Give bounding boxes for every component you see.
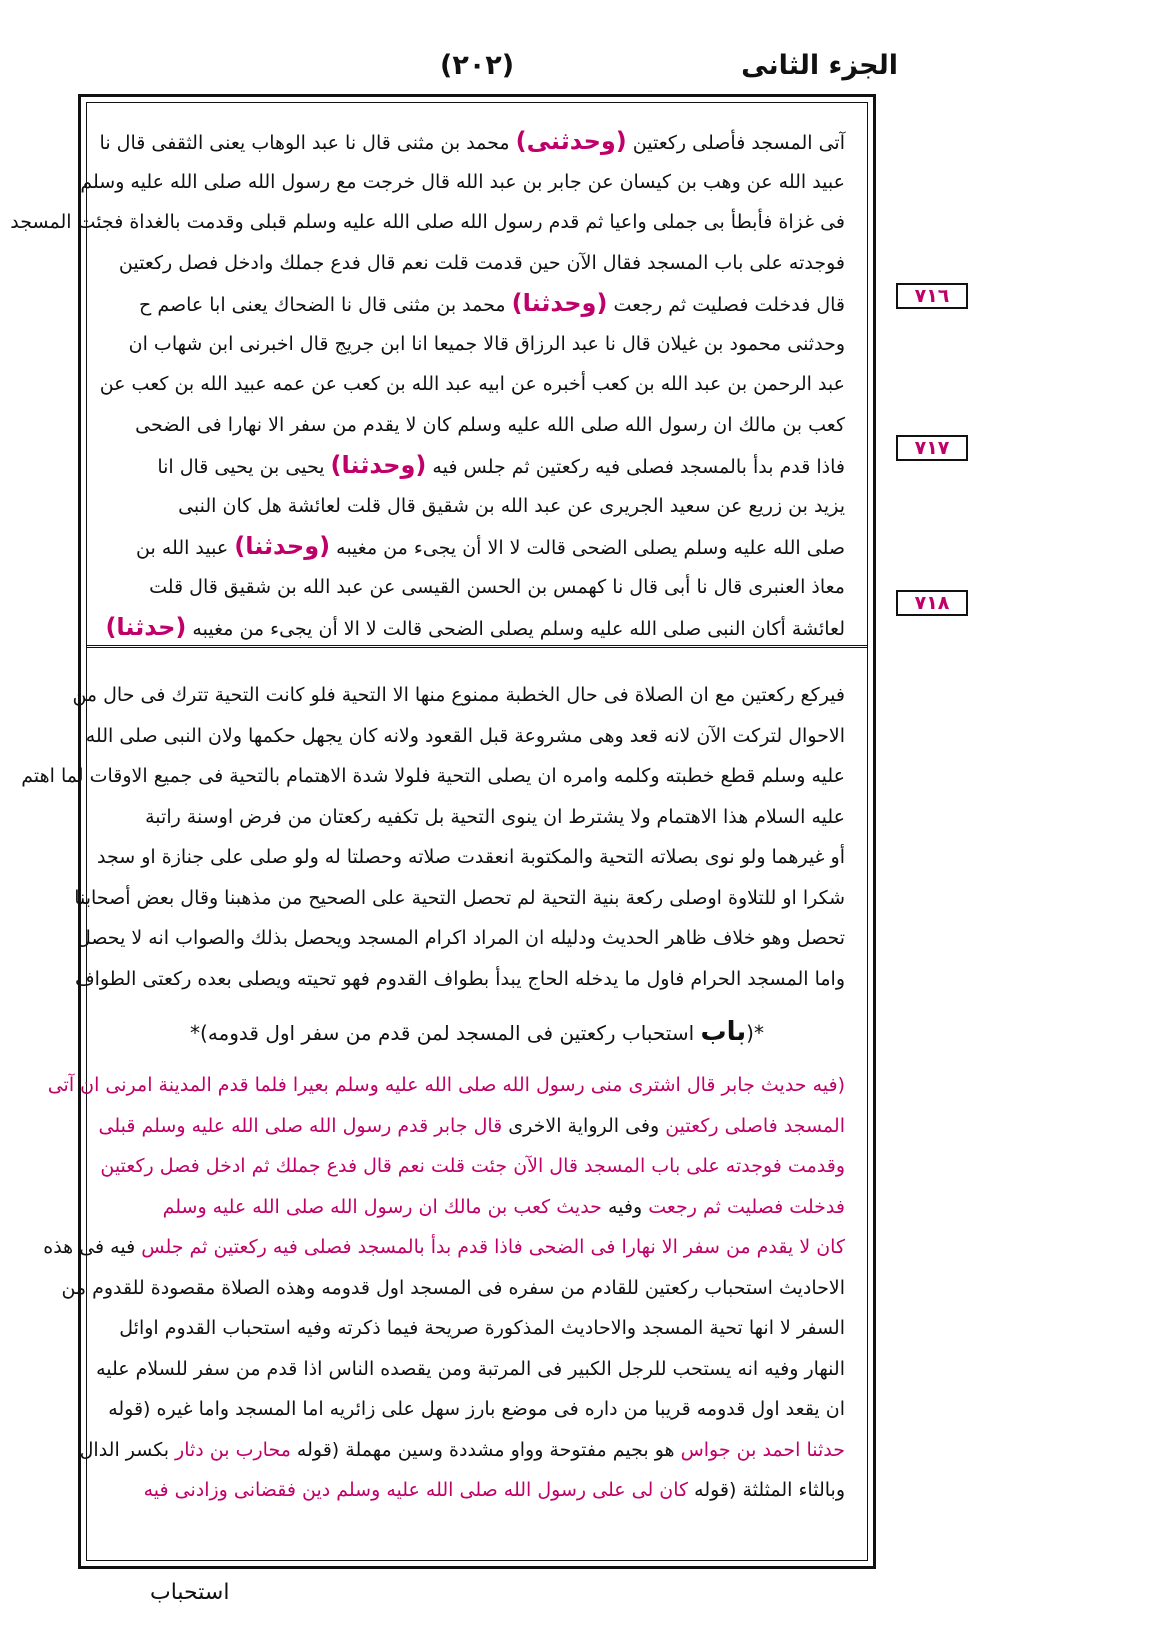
- commentary-text: بكسر الدال: [79, 1438, 176, 1461]
- hadith-number-badge: ٧١٦: [896, 283, 968, 309]
- commentary-line: [79, 1430, 845, 1471]
- matn-line: عبد الرحمن بن عبد الله بن كعب أخبره عن ابيه عبد الله بن كعب عن عمه عبيد الله بن كعب عن: [99, 373, 845, 395]
- matn-line: قال فدخلت فصليت ثم رجعت (وحدثنا) محمد بن مثنى قال نا الضحاك يعنى ابا عاصم ح: [139, 289, 845, 317]
- quoted-hadith-text: فدخلت فصليت ثم رجعت: [648, 1195, 845, 1218]
- quoted-hadith-text: كان لى على رسول الله صلى الله عليه وسلم دين فقضانى وزادنى فيه: [143, 1479, 689, 1501]
- quoted-hadith-text: وقدمت فوجدته على باب المسجد قال الآن جئت قلت نعم قال فدع جملك ثم ادخل فصل ركعتين: [100, 1155, 845, 1177]
- chapter-bab: باب: [700, 1017, 747, 1047]
- commentary-text: ان يقعد اول قدومه قريبا من داره فى موضع بارز سهل على زائريه اما المسجد واما غيره (قوله: [108, 1398, 845, 1420]
- quoted-hadith-text: كان لا يقدم من سفر الا نهارا فى الضحى فاذا قدم بدأ بالمسجد فصلى فيه ركعتين ثم جلس: [141, 1236, 845, 1258]
- narration-marker: (وحدثنى): [515, 127, 627, 155]
- sharh-line: عليه السلام هذا الاهتمام ولا يشترط ان ينوى التحية بل تكفيه ركعتان من فرض اوسنة راتبة: [145, 805, 845, 828]
- catchword: استحباب: [150, 1580, 230, 1605]
- matn-line: كعب بن مالك ان رسول الله صلى الله عليه وسلم كان لا يقدم من سفر الا نهارا فى الضحى: [135, 413, 845, 436]
- chapter-title: استحباب ركعتين فى المسجد لمن قدم من سفر اول قدومه)*: [190, 1021, 695, 1045]
- page-number: (٢٠٢): [440, 50, 515, 81]
- commentary-line: [98, 1106, 845, 1147]
- quoted-hadith-text: (فيه حديث جابر قال اشترى منى رسول الله صلى الله عليه وسلم بعيرا فلما قدم المدينة امرنى ان آتى: [47, 1074, 845, 1096]
- narration-marker: (حدثنا): [105, 613, 187, 641]
- page-frame: [10, 94, 876, 1569]
- sharh-line: أو غيرهما ولو نوى بصلاته التحية والمكتوبة انعقدت صلاته وحصلتا له ولو صلى على جنازة او سجد: [97, 846, 845, 868]
- commentary-line: [96, 1349, 845, 1390]
- volume-title: الجزء الثانى: [741, 50, 898, 81]
- commentary-text: فيه فى هذه: [43, 1236, 142, 1258]
- quoted-hadith-text: حديث كعب بن مالك ان رسول الله صلى الله عليه وسلم: [162, 1195, 602, 1218]
- commentary-line: [100, 1146, 845, 1187]
- sharh-line: شكرا او للتلاوة اوصلى ركعة بنية التحية لم تحصل التحية على الصحيح من مذهبنا وقال بعض أصحابنا: [74, 886, 845, 909]
- narration-marker: (وحدثنا): [234, 532, 331, 560]
- sharh-text: [21, 653, 867, 999]
- commentary-line: [43, 1227, 845, 1268]
- sharh-section: [21, 653, 867, 1560]
- matn-line: آتى المسجد فأصلى ركعتين (وحدثنى) محمد بن مثنى قال نا عبد الوهاب يعنى الثقفى قال نا: [99, 127, 845, 155]
- commentary-text: السفر لا انها تحية المسجد والاحاديث المذكورة صريحة فيما ذكرته وفيه استحباب القدوم اوائل: [119, 1317, 845, 1339]
- commentary-line: [109, 1308, 845, 1349]
- matn-line: صلى الله عليه وسلم يصلى الضحى قالت لا الا أن يجىء من مغيبه (وحدثنا) عبيد الله بن: [136, 532, 845, 560]
- sharh-commentary: [43, 1065, 867, 1511]
- sharh-line: واما المسجد الحرام فاول ما يدخله الحاج يبدأ بطواف القدوم فهو تحيته ويصلى بعده ركعتى الطواف: [74, 967, 845, 990]
- commentary-text: وفى الرواية الاخرى: [502, 1114, 666, 1137]
- matn-line: عبيد الله عن وهب بن كيسان عن جابر بن عبد الله قال خرجت مع رسول الله صلى الله عليه وسلم: [80, 170, 845, 193]
- matn-line: يزيد بن زريع عن سعيد الجريرى عن عبد الله بن شقيق قال قلت لعائشة هل كان النبى: [178, 494, 845, 517]
- matn-line: معاذ العنبرى قال نا أبى قال نا كهمس بن الحسن القيسى عن عبد الله بن شقيق قال قلت: [149, 575, 845, 598]
- commentary-text: وفيه: [601, 1195, 649, 1218]
- commentary-text: وبالثاء المثلثة (قوله: [688, 1479, 845, 1501]
- narration-marker: (وحدثنا): [511, 289, 608, 317]
- chapter-prefix: *(: [746, 1021, 764, 1045]
- sharh-line: عليه وسلم قطع خطبته وكلمه وامره ان يصلى التحية فلولا شدة الاهتمام بالتحية فى جميع الاوقات لما اهتم: [21, 765, 845, 787]
- sharh-line: تحصل وهو خلاف ظاهر الحديث ودليله ان المراد اكرام المسجد ويحصل بذلك والصواب انه لا يحصل: [76, 927, 845, 949]
- commentary-line: [109, 1470, 845, 1511]
- matn-section: [10, 103, 867, 648]
- commentary-line: [109, 1389, 845, 1430]
- quoted-hadith-text: قال جابر قدم رسول الله صلى الله عليه وسلم قبلى: [98, 1114, 503, 1137]
- commentary-text: الاحاديث استحباب ركعتين للقادم من سفره فى المسجد اول قدومه وهذه الصلاة مقصودة للقدوم من: [61, 1276, 845, 1299]
- sharh-line: الاحوال لتركت الآن لانه قعد وهى مشروعة قبل القعود ولانه كان يجهل حكمها ولان النبى صلى الله: [85, 724, 845, 747]
- inner-frame: [10, 102, 868, 1561]
- matn-line: فوجدته على باب المسجد فقال الآن حين قدمت قلت نعم قال فدع جملك وادخل فصل ركعتين: [118, 251, 845, 274]
- quoted-hadith-text: محارب بن دثار: [175, 1438, 291, 1461]
- matn-line: وحدثنى محمود بن غيلان قال نا عبد الرزاق قالا جميعا انا ابن جريج قال اخبرنى ابن شهاب ان: [128, 332, 845, 355]
- narration-marker: (وحدثنا): [330, 451, 427, 479]
- matn-line: لعائشة أكان النبى صلى الله عليه وسلم يصلى الضحى قالت لا الا أن يجىء من مغيبه (حدثنا): [105, 613, 845, 641]
- matn-line: فى غزاة فأبطأ بى جملى واعيا ثم قدم رسول الله صلى الله عليه وسلم قبلى وقدمت بالغداة فجئت المسجد: [10, 211, 845, 233]
- chapter-heading: [87, 999, 867, 1065]
- matn-text: [10, 103, 867, 648]
- hadith-number-badge: ٧١٨: [896, 590, 968, 616]
- matn-line: فاذا قدم بدأ بالمسجد فصلى فيه ركعتين ثم جلس فيه (وحدثنا) يحيى بن يحيى قال انا: [157, 451, 845, 479]
- commentary-text: هو بجيم مفتوحة وواو مشددة وسين مهملة (قوله: [290, 1438, 681, 1461]
- commentary-line: [61, 1268, 845, 1309]
- sharh-line: فيركع ركعتين مع ان الصلاة فى حال الخطبة ممنوع منها الا التحية فلو كانت التحية تترك فى حال من: [72, 684, 845, 706]
- commentary-line: [47, 1065, 845, 1106]
- commentary-text: النهار وفيه انه يستحب للرجل الكبير فى المرتبة ومن يقصده الناس اذا قدم من سفر للسلام عليه: [96, 1357, 845, 1380]
- quoted-hadith-text: حدثنا احمد بن جواس: [680, 1438, 845, 1461]
- commentary-line: [109, 1187, 845, 1228]
- quoted-hadith-text: المسجد فاصلى ركعتين: [665, 1114, 845, 1137]
- hadith-number-badge: ٧١٧: [896, 435, 968, 461]
